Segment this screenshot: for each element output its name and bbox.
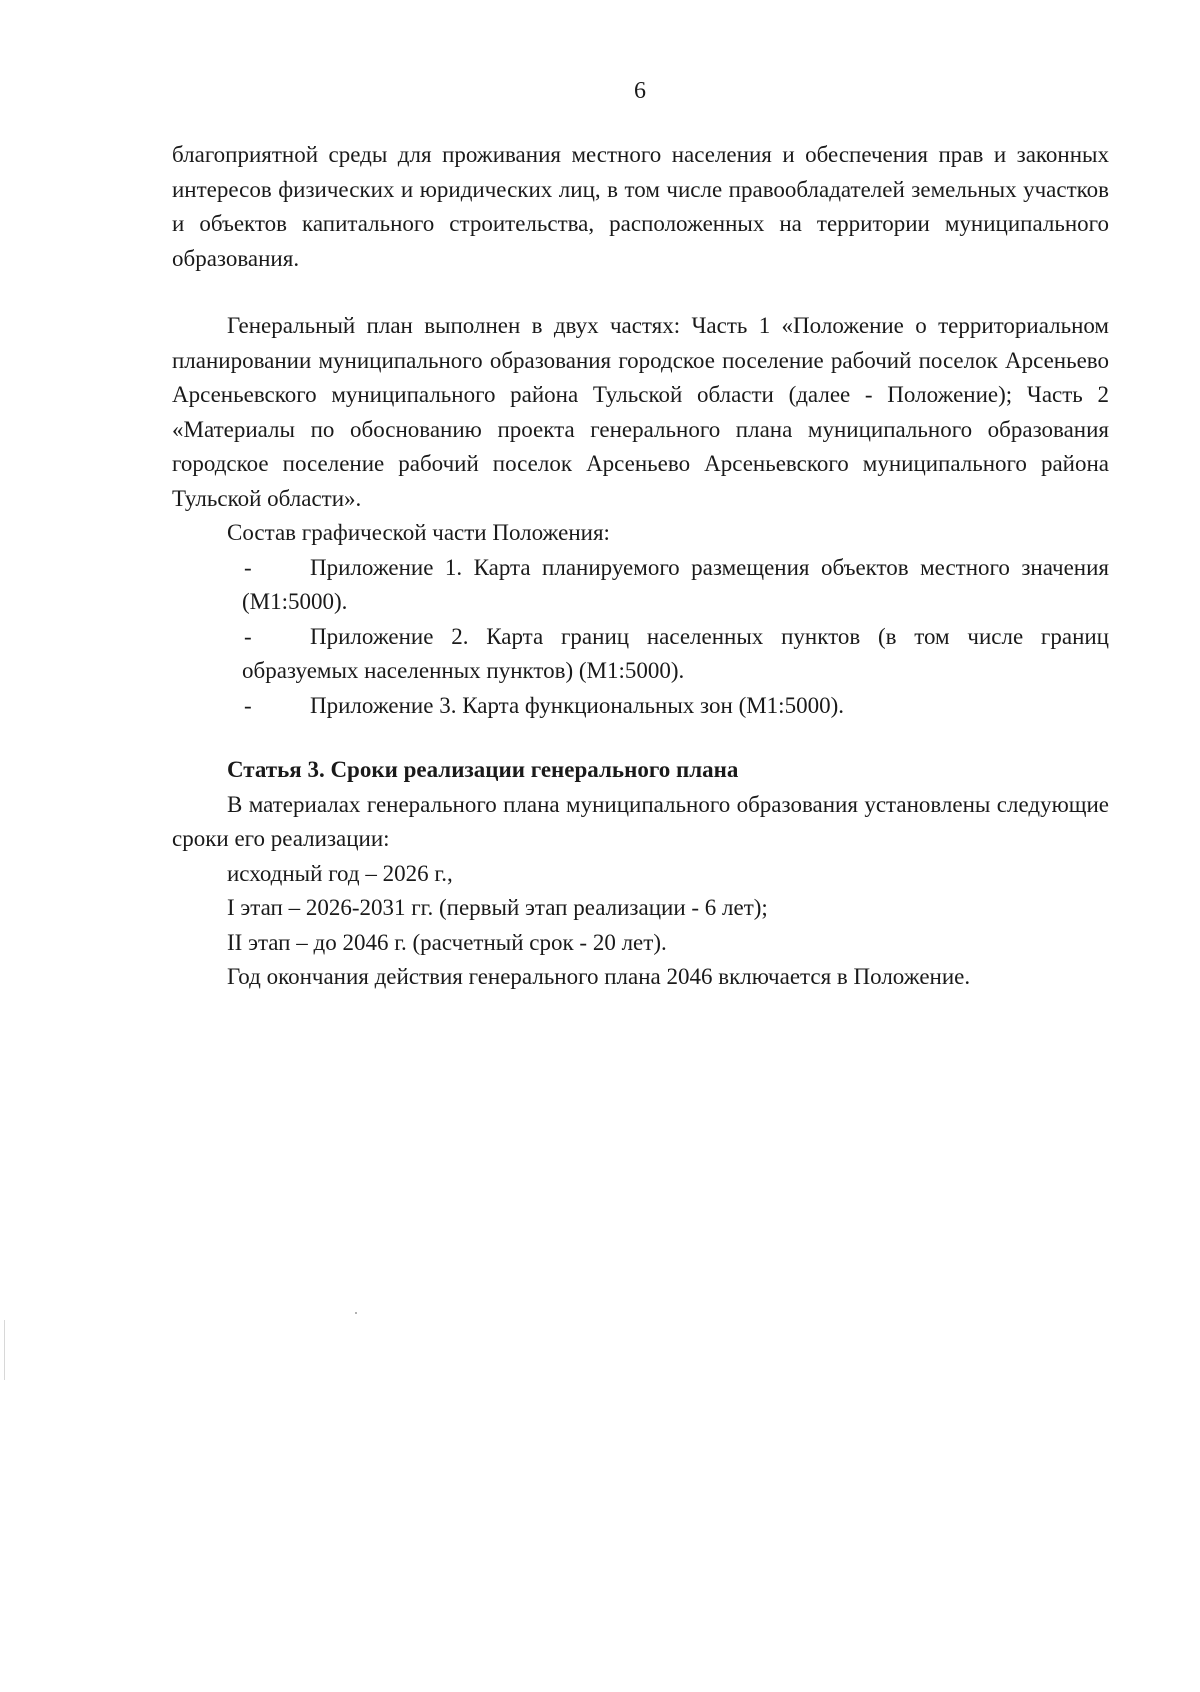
appendix-item-2 <box>172 620 1109 689</box>
paragraph-continuation: благоприятной среды для проживания местного населения и обеспечения прав и законных интересов физических и юридических лиц, в том числе правообладателей земельных участков и объектов капитального строительства, расположенных на территории муниципального образования. <box>172 142 1109 271</box>
timeline-stage-2: II этап – до 2046 г. (расчетный срок - 20 лет). <box>227 929 667 955</box>
appendix-text: Приложение 2. Карта границ населенных пунктов (в том числе границ образуемых населенных пунктов) (М1:5000). <box>242 623 1109 683</box>
appendix-text: Приложение 3. Карта функциональных зон (М1:5000). <box>310 692 844 718</box>
list-dash: - <box>244 692 252 718</box>
timeline-base-year: исходный год – 2026 г., <box>227 860 453 886</box>
list-dash: - <box>244 554 252 580</box>
list-dash: - <box>244 623 252 649</box>
page-body <box>172 138 1109 995</box>
timeline-stage-1: I этап – 2026-2031 гг. (первый этап реализации - 6 лет); <box>227 895 768 920</box>
page-number: 6 <box>634 78 646 104</box>
appendix-item-1 <box>172 551 1109 620</box>
scan-speck <box>355 1312 357 1314</box>
article-paragraph: В материалах генерального плана муниципального образования установлены следующие сроки его реализации: <box>172 791 1109 851</box>
appendix-text: Приложение 1. Карта планируемого размещения объектов местного значения (М1:5000). <box>242 554 1109 614</box>
scan-edge-mark <box>4 1320 5 1380</box>
closing-line: Год окончания действия генерального плана 2046 включается в Положение. <box>227 964 971 989</box>
article-heading: Статья 3. Сроки реализации генерального плана <box>227 757 739 782</box>
paragraph-general-plan: Генеральный план выполнен в двух частях: Часть 1 «Положение о территориальном планировании муниципального образования городское поселение рабочий поселок Арсеньево Арсеньевского муниципального района Тульской области (далее - Положение); Часть 2 «Материалы по обоснованию проекта генерального плана муниципального образования городское поселение рабочий поселок Арсеньево Арсеньевского муниципального района Тульской области». <box>172 313 1109 511</box>
graphics-intro: Состав графической части Положения: <box>227 520 610 545</box>
appendix-item-3 <box>172 689 1109 724</box>
